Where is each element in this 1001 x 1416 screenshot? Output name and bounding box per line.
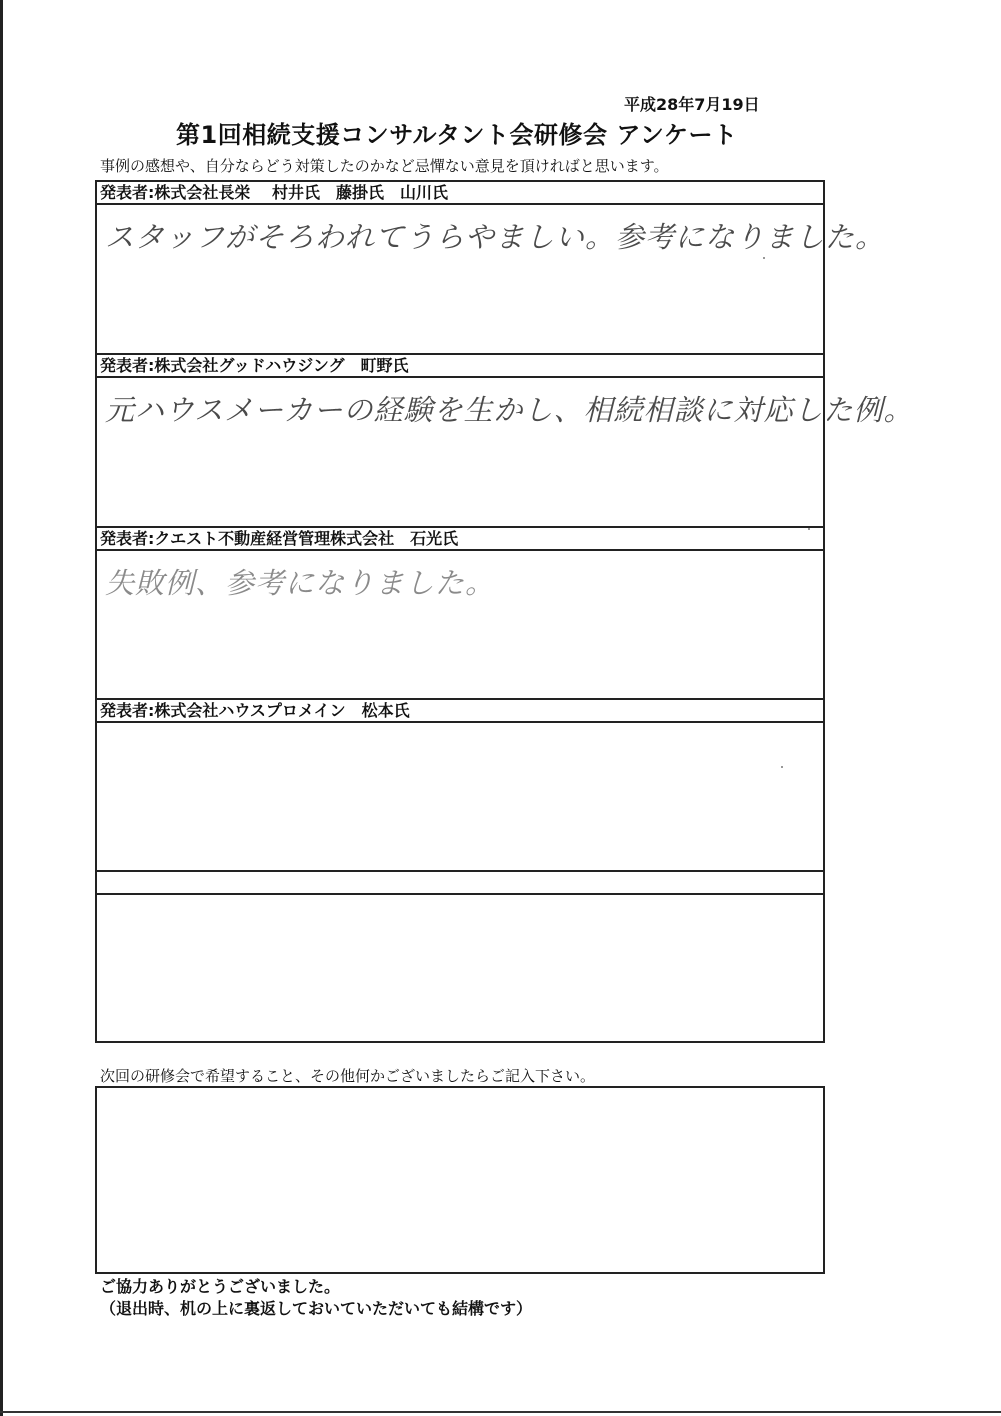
feedback-section-2: [97, 355, 914, 528]
scan-speck: [781, 766, 783, 768]
comment-field[interactable]: [97, 378, 914, 528]
presenter-header: 発表者:株式会社グッドハウジング 町野氏: [97, 355, 823, 378]
presenter-header: 発表者:株式会社ハウスプロメイン 松本氏: [97, 700, 823, 723]
presenter-header: 発表者:株式会社長栄 村井氏 藤掛氏 山川氏: [97, 182, 823, 205]
request-field[interactable]: [95, 1086, 825, 1274]
document-title: 第1回相続支援コンサルタント会研修会 アンケート: [176, 121, 738, 149]
scan-edge-left: [0, 0, 3, 1416]
request-label: 次回の研修会で希望すること、その他何かございましたらご記入下さい。: [100, 1067, 596, 1085]
comment-field[interactable]: [97, 895, 823, 1041]
document-date: 平成28年7月19日: [624, 95, 760, 114]
feedback-section-5: [97, 872, 823, 1041]
handwritten-comment: 元ハウスメーカーの経験を生かし、相続相談に対応した例。: [105, 393, 914, 427]
comment-field[interactable]: [97, 205, 886, 355]
note-text: （退出時、机の上に裏返しておいていただいても結構です）: [100, 1299, 533, 1318]
scan-edge-bottom: [0, 1411, 1001, 1413]
feedback-section-1: [97, 182, 886, 355]
handwritten-comment: スタッフがそろわれてうらやましい。参考になりました。: [105, 220, 886, 254]
presenter-header: [97, 872, 823, 895]
scan-speck: [808, 528, 810, 530]
comment-field[interactable]: [97, 551, 823, 700]
instruction-text: 事例の感想や、自分ならどう対策したのかなど忌憚ない意見を頂ければと思います。: [100, 157, 669, 175]
thanks-text: ご協力ありがとうございました。: [100, 1277, 341, 1296]
presenter-header: 発表者:クエスト不動産経営管理株式会社 石光氏: [97, 528, 823, 551]
feedback-form-table: [95, 180, 914, 1043]
scan-speck: [763, 257, 765, 259]
feedback-section-4: [97, 700, 823, 872]
handwritten-comment: 失敗例、参考になりました。: [105, 566, 496, 600]
feedback-section-3: [97, 528, 823, 700]
comment-field[interactable]: [97, 723, 823, 872]
